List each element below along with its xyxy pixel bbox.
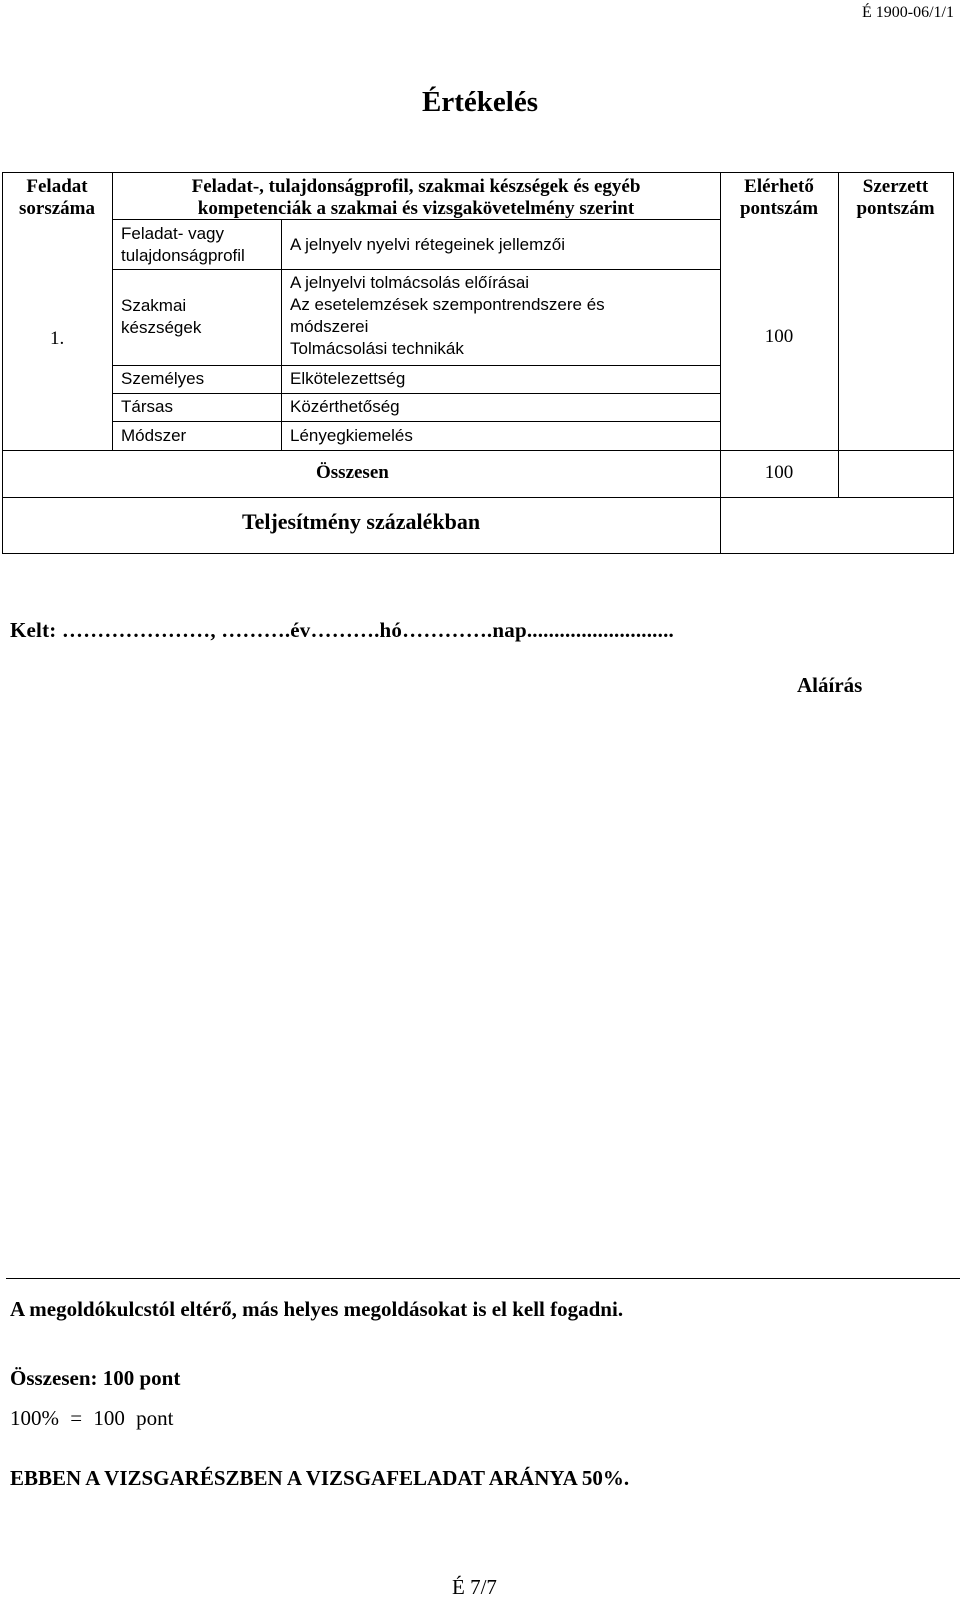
percent-value: 100%	[10, 1406, 59, 1430]
percent-equation	[10, 1406, 173, 1431]
alternative-solutions-note: A megoldókulcstól eltérő, más helyes megoldásokat is el kell fogadni.	[10, 1297, 624, 1321]
total-points: 100	[764, 462, 794, 483]
category-social: Társas	[121, 397, 173, 416]
item-summarizing: Lényegkiemelés	[290, 426, 413, 445]
page-title: Értékelés	[422, 86, 538, 118]
performance-field[interactable]	[722, 499, 952, 552]
points-value: 100 pont	[93, 1406, 174, 1430]
total-label: Összesen	[316, 462, 389, 483]
signature-label: Aláírás	[797, 673, 863, 697]
performance-label: Teljesítmény százalékban	[241, 509, 481, 534]
header-criteria: Feladat-, tulajdonságprofil, szakmai készségek és egyéb kompetenciák a szakmai és vizsgakövetelmény szerint	[191, 176, 641, 219]
header-earned-points: Szerzett pontszám	[856, 176, 935, 219]
category-personal: Személyes	[121, 369, 205, 388]
exam-ratio: EBBEN A VIZSGARÉSZBEN A VIZSGAFELADAT ARÁNYA 50%.	[10, 1466, 630, 1490]
item-commitment: Elkötelezettség	[290, 369, 406, 388]
category-professional-skills: Szakmai készségek	[121, 296, 202, 337]
page-number: É 7/7	[452, 1575, 497, 1599]
earned-points-field[interactable]	[840, 220, 952, 449]
document-code: É 1900-06/1/1	[862, 4, 954, 21]
item-language-layers: A jelnyelv nyelvi rétegeinek jellemzői	[290, 235, 565, 254]
category-profile: Feladat- vagy tulajdonságprofil	[121, 224, 245, 265]
total-earned-field[interactable]	[840, 452, 952, 496]
total-points-line: Összesen: 100 pont	[10, 1366, 181, 1390]
header-task-number: Feladat sorszáma	[19, 176, 95, 219]
date-line: Kelt: …………………, ……….év……….hó………….nap...........................	[10, 618, 674, 642]
item-clarity: Közérthetőség	[290, 397, 400, 416]
category-method: Módszer	[121, 426, 187, 445]
equals-sign: =	[70, 1406, 83, 1430]
available-points: 100	[764, 326, 794, 347]
header-available-points: Elérhető pontszám	[739, 176, 819, 219]
evaluation-table	[2, 172, 954, 554]
task-number: 1.	[50, 328, 65, 349]
footer-divider	[6, 1278, 960, 1279]
item-interpreting-rules: A jelnyelvi tolmácsolás előírásai Az esetelemzések szempontrendszere és módszerei Tolmácsolási technikák	[290, 273, 605, 358]
